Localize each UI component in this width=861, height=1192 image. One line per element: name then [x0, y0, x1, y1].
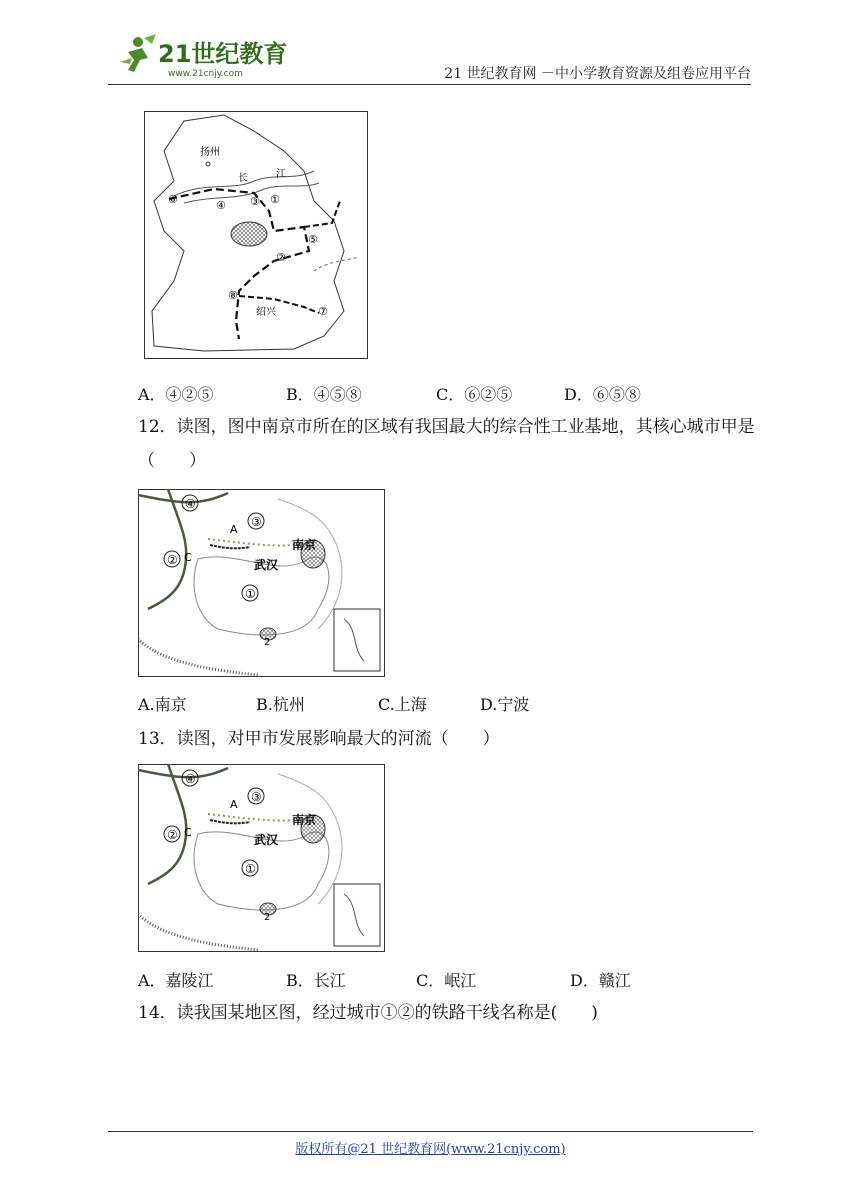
- map2-label-3: ③: [251, 515, 262, 529]
- map1-label-5: ⑤: [308, 233, 318, 246]
- q13-text: 13．读图，对甲市发展影响最大的河流（ ）: [138, 729, 500, 749]
- map2-label-a: A: [230, 523, 238, 536]
- q12-option-a[interactable]: A.南京: [138, 695, 187, 714]
- footer-copyright-link[interactable]: 版权所有@21 世纪教育网(www.21cnjy.com): [295, 1142, 566, 1157]
- logo-text: 21世纪教育: [158, 40, 288, 68]
- map1-label-4: ④: [216, 199, 226, 212]
- q12-option-c[interactable]: C.上海: [378, 695, 427, 714]
- map1-label-3: ③: [250, 195, 260, 208]
- q12-option-b[interactable]: B.杭州: [256, 695, 305, 714]
- map3-label-4: ④: [185, 772, 196, 786]
- map1-label-8: ⑧: [228, 289, 238, 302]
- logo-url: www.21cnjy.com: [168, 69, 243, 79]
- map1-label-chang: 长: [238, 173, 248, 184]
- map2-label-num2: 2: [264, 637, 271, 648]
- map1-label-1: ①: [270, 193, 280, 206]
- q11-option-b[interactable]: B．④⑤⑧: [286, 385, 362, 404]
- map3-label-num2: 2: [264, 912, 271, 923]
- map-yangtze-delta: [144, 111, 368, 359]
- map3-label-3: ③: [251, 790, 262, 804]
- q12-text: 12．读图，图中南京市所在的区域有我国最大的综合性工业基地，其核心城市甲是（ ）: [138, 417, 755, 471]
- map3-label-2: ②: [167, 828, 178, 842]
- runner-icon: [120, 34, 156, 72]
- q13-option-b[interactable]: B．长江: [286, 971, 346, 990]
- map3-label-nanjing: 南京: [292, 813, 317, 827]
- map1-label-yangzhou: 扬州: [200, 147, 220, 158]
- header-rule: [108, 84, 751, 85]
- map2-label-2: ②: [167, 553, 178, 567]
- footer-rule: [108, 1131, 753, 1132]
- q14-text: 14．读我国某地区图，经过城市①②的铁路干线名称是( ): [138, 1003, 598, 1023]
- q11-options: [138, 382, 641, 405]
- q12-options: [138, 692, 529, 715]
- map1-label-shaoxing: 绍兴: [256, 307, 276, 318]
- map1-label-jiang: 江: [276, 169, 286, 180]
- map1-label-7: ⑦: [318, 305, 328, 318]
- site-title: 21 世纪教育网 －中小学教育资源及组卷应用平台: [444, 66, 751, 82]
- map1-label-2: ②: [276, 251, 286, 264]
- map3-label-1: ①: [245, 862, 256, 876]
- q13-option-a[interactable]: A．嘉陵江: [138, 971, 214, 990]
- map-china-region-q13: [138, 764, 385, 952]
- map2-label-wuhan: 武汉: [254, 558, 279, 572]
- site-logo[interactable]: [108, 30, 288, 82]
- map2-label-c: C: [184, 551, 192, 564]
- q11-option-a[interactable]: A．④②⑤: [138, 385, 214, 404]
- q13-option-c[interactable]: C．岷江: [416, 971, 477, 990]
- q13-options: [138, 968, 631, 991]
- map2-label-4: ④: [185, 497, 196, 511]
- map2-label-1: ①: [245, 587, 256, 601]
- q11-option-c[interactable]: C．⑥②⑤: [436, 385, 513, 404]
- map3-label-c: C: [184, 826, 192, 839]
- q12-option-d[interactable]: D.宁波: [480, 695, 530, 714]
- q11-option-d[interactable]: D．⑥⑤⑧: [564, 385, 641, 404]
- map2-label-nanjing: 南京: [292, 538, 317, 552]
- map-china-region-q12: [138, 489, 385, 677]
- map1-label-6: ⑥: [168, 193, 178, 206]
- map3-label-wuhan: 武汉: [254, 833, 279, 847]
- map3-label-a: A: [230, 798, 238, 811]
- q13-option-d[interactable]: D．赣江: [570, 971, 631, 990]
